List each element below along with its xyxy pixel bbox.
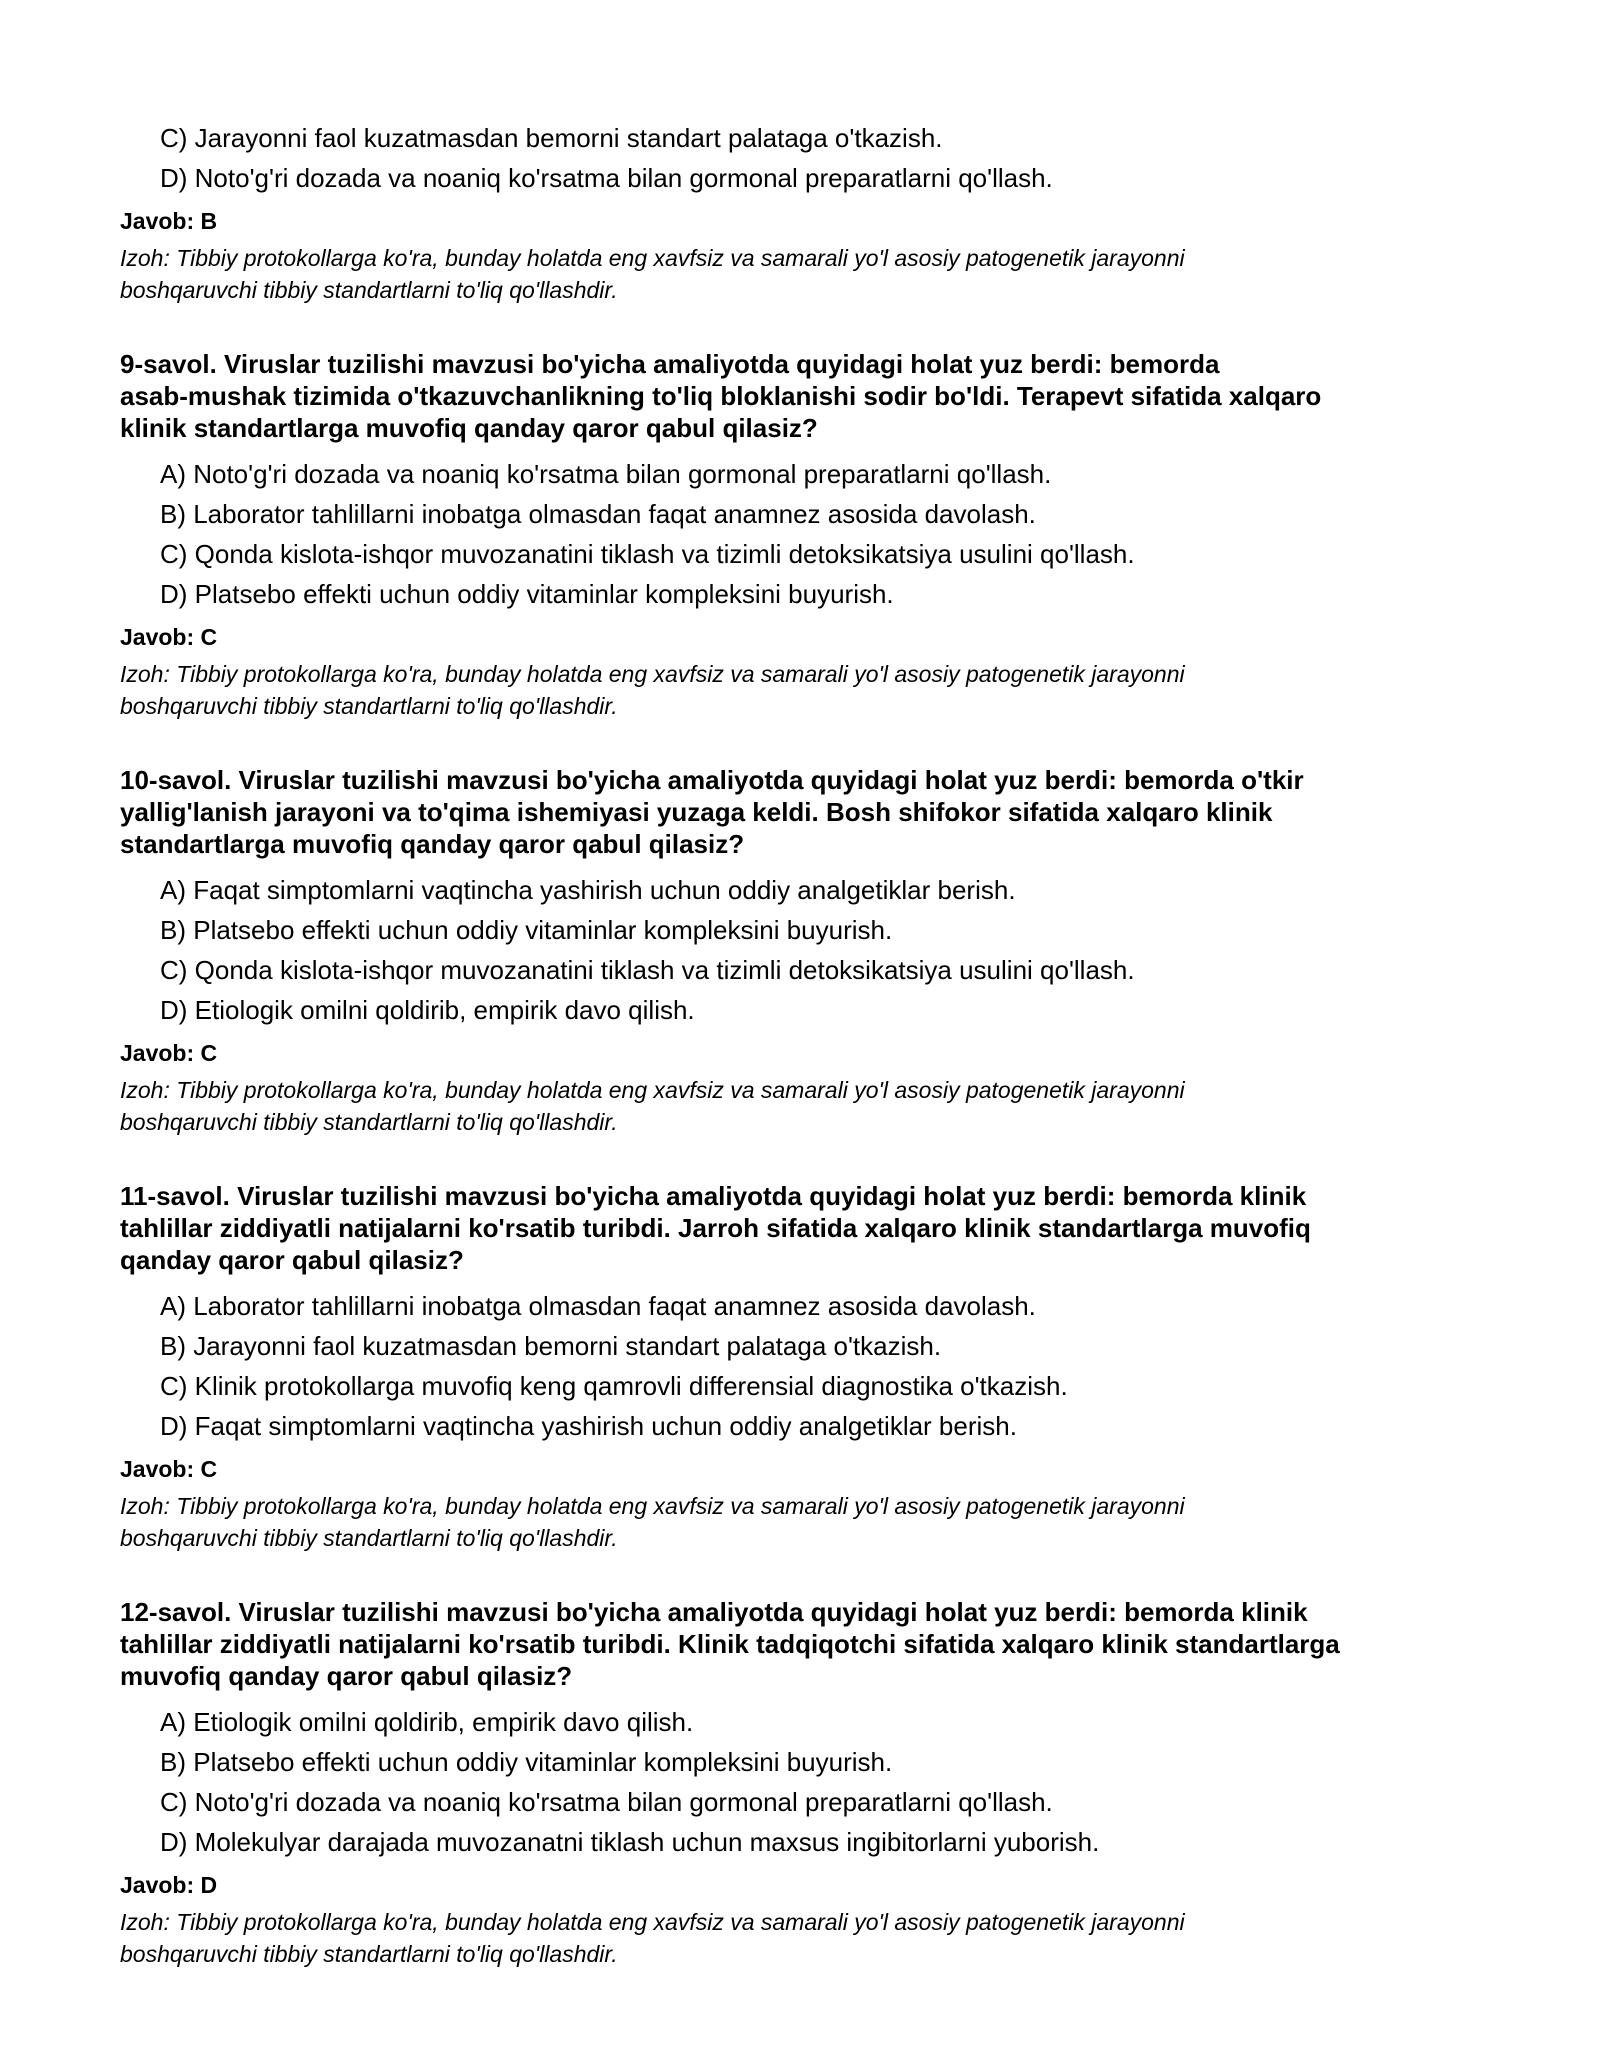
spacer	[120, 722, 1490, 764]
question-9-option-b: B) Laborator tahlillarni inobatga olmasdan faqat anamnez asosida davolash.	[160, 499, 1036, 529]
question-11-option-d: D) Faqat simptomlarni vaqtincha yashirish uchun oddiy analgetiklar berish.	[160, 1411, 1017, 1441]
question-11-title-line-3: qanday qaror qabul qilasiz?	[120, 1245, 464, 1275]
question-9-options	[120, 454, 1490, 614]
question-11-note-line-2: boshqaruvchi tibbiy standartlarni to'liq qo'llashdir.	[120, 1525, 618, 1551]
question-11-option-b: B) Jarayonni faol kuzatmasdan bemorni standart palataga o'tkazish.	[160, 1331, 942, 1361]
question-8-option-d: D) Noto'g'ri dozada va noaniq ko'rsatma bilan gormonal preparatlarni qo'llash.	[160, 163, 1053, 193]
question-9-title	[120, 348, 1490, 444]
question-10-title-line-3: standartlarga muvofiq qanday qaror qabul qilasiz?	[120, 829, 745, 859]
question-9-note-line-2: boshqaruvchi tibbiy standartlarni to'liq qo'llashdir.	[120, 693, 618, 719]
question-12-note	[120, 1906, 1490, 1970]
question-12-option-d: D) Molekulyar darajada muvozanatni tiklash uchun maxsus ingibitorlarni yuborish.	[160, 1827, 1100, 1857]
question-12-title-line-1: 12-savol. Viruslar tuzilishi mavzusi bo'yicha amaliyotda quyidagi holat yuz berdi: bemorda klinik	[120, 1597, 1308, 1627]
question-12-option-a: A) Etiologik omilni qoldirib, empirik davo qilish.	[160, 1707, 694, 1737]
question-11-answer: Javob: C	[120, 1456, 218, 1482]
question-11-note	[120, 1490, 1490, 1554]
question-9-option-d: D) Platsebo effekti uchun oddiy vitaminlar kompleksini buyurish.	[160, 579, 894, 609]
question-8-options	[120, 118, 1490, 198]
question-10-title-line-1: 10-savol. Viruslar tuzilishi mavzusi bo'yicha amaliyotda quyidagi holat yuz berdi: bemorda o'tkir	[120, 765, 1304, 795]
question-9-title-line-2: asab-mushak tizimida o'tkazuvchanlikning to'liq bloklanishi sodir bo'ldi. Terapevt sifatida xalqaro	[120, 381, 1322, 411]
question-8-note-line-2: boshqaruvchi tibbiy standartlarni to'liq qo'llashdir.	[120, 277, 618, 303]
question-8-answer: Javob: B	[120, 208, 218, 234]
question-12	[120, 1596, 1490, 1970]
question-8-note	[120, 242, 1490, 306]
question-8	[120, 118, 1490, 306]
question-12-title-line-3: muvofiq qanday qaror qabul qilasiz?	[120, 1661, 573, 1691]
question-11-options	[120, 1286, 1490, 1446]
spacer	[120, 306, 1490, 348]
question-11-note-line-1: Izoh: Tibbiy protokollarga ko'ra, bunday holatda eng xavfsiz va samarali yo'l asosiy patogenetik jarayonni	[120, 1493, 1185, 1519]
question-9-option-a: A) Noto'g'ri dozada va noaniq ko'rsatma bilan gormonal preparatlarni qo'llash.	[160, 459, 1052, 489]
question-10-option-c: C) Qonda kislota-ishqor muvozanatini tiklash va tizimli detoksikatsiya usulini qo'llash.	[160, 955, 1135, 985]
question-12-note-line-2: boshqaruvchi tibbiy standartlarni to'liq qo'llashdir.	[120, 1941, 618, 1967]
question-9-title-line-1: 9-savol. Viruslar tuzilishi mavzusi bo'yicha amaliyotda quyidagi holat yuz berdi: bemorda	[120, 349, 1220, 379]
question-10-option-b: B) Platsebo effekti uchun oddiy vitaminlar kompleksini buyurish.	[160, 915, 893, 945]
question-9-title-line-3: klinik standartlarga muvofiq qanday qaror qabul qilasiz?	[120, 413, 818, 443]
question-10-note-line-2: boshqaruvchi tibbiy standartlarni to'liq qo'llashdir.	[120, 1109, 618, 1135]
question-11-option-c: C) Klinik protokollarga muvofiq keng qamrovli differensial diagnostika o'tkazish.	[160, 1371, 1068, 1401]
question-11-title-line-1: 11-savol. Viruslar tuzilishi mavzusi bo'yicha amaliyotda quyidagi holat yuz berdi: bemorda klinik	[120, 1181, 1307, 1211]
question-8-note-line-1: Izoh: Tibbiy protokollarga ko'ra, bunday holatda eng xavfsiz va samarali yo'l asosiy patogenetik jarayonni	[120, 245, 1185, 271]
question-8-option-c: C) Jarayonni faol kuzatmasdan bemorni standart palataga o'tkazish.	[160, 123, 943, 153]
question-9-note	[120, 658, 1490, 722]
question-9	[120, 348, 1490, 722]
question-10-title-line-2: yallig'lanish jarayoni va to'qima ishemiyasi yuzaga keldi. Bosh shifokor sifatida xalqaro klinik	[120, 797, 1273, 827]
question-12-title-line-2: tahlillar ziddiyatli natijalarni ko'rsatib turibdi. Klinik tadqiqotchi sifatida xalqaro klinik standartlarga	[120, 1629, 1340, 1659]
question-11-title-line-2: tahlillar ziddiyatli natijalarni ko'rsatib turibdi. Jarroh sifatida xalqaro klinik standartlarga muvofiq	[120, 1213, 1311, 1243]
question-10-option-d: D) Etiologik omilni qoldirib, empirik davo qilish.	[160, 995, 695, 1025]
question-10-note	[120, 1074, 1490, 1138]
question-9-answer: Javob: C	[120, 624, 218, 650]
question-10-option-a: A) Faqat simptomlarni vaqtincha yashirish uchun oddiy analgetiklar berish.	[160, 875, 1016, 905]
question-12-option-c: C) Noto'g'ri dozada va noaniq ko'rsatma bilan gormonal preparatlarni qo'llash.	[160, 1787, 1053, 1817]
question-10	[120, 764, 1490, 1138]
question-9-note-line-1: Izoh: Tibbiy protokollarga ko'ra, bunday holatda eng xavfsiz va samarali yo'l asosiy patogenetik jarayonni	[120, 661, 1185, 687]
spacer	[120, 1138, 1490, 1180]
question-12-note-line-1: Izoh: Tibbiy protokollarga ko'ra, bunday holatda eng xavfsiz va samarali yo'l asosiy patogenetik jarayonni	[120, 1909, 1185, 1935]
question-10-answer: Javob: C	[120, 1040, 218, 1066]
question-12-option-b: B) Platsebo effekti uchun oddiy vitaminlar kompleksini buyurish.	[160, 1747, 893, 1777]
document-content	[120, 118, 1490, 1970]
question-12-answer: Javob: D	[120, 1872, 218, 1898]
spacer	[120, 1554, 1490, 1596]
question-12-options	[120, 1702, 1490, 1862]
question-10-note-line-1: Izoh: Tibbiy protokollarga ko'ra, bunday holatda eng xavfsiz va samarali yo'l asosiy patogenetik jarayonni	[120, 1077, 1185, 1103]
question-11-title	[120, 1180, 1490, 1276]
question-9-option-c: C) Qonda kislota-ishqor muvozanatini tiklash va tizimli detoksikatsiya usulini qo'llash.	[160, 539, 1135, 569]
question-11	[120, 1180, 1490, 1554]
question-11-option-a: A) Laborator tahlillarni inobatga olmasdan faqat anamnez asosida davolash.	[160, 1291, 1036, 1321]
question-10-options	[120, 870, 1490, 1030]
question-12-title	[120, 1596, 1490, 1692]
question-10-title	[120, 764, 1490, 860]
